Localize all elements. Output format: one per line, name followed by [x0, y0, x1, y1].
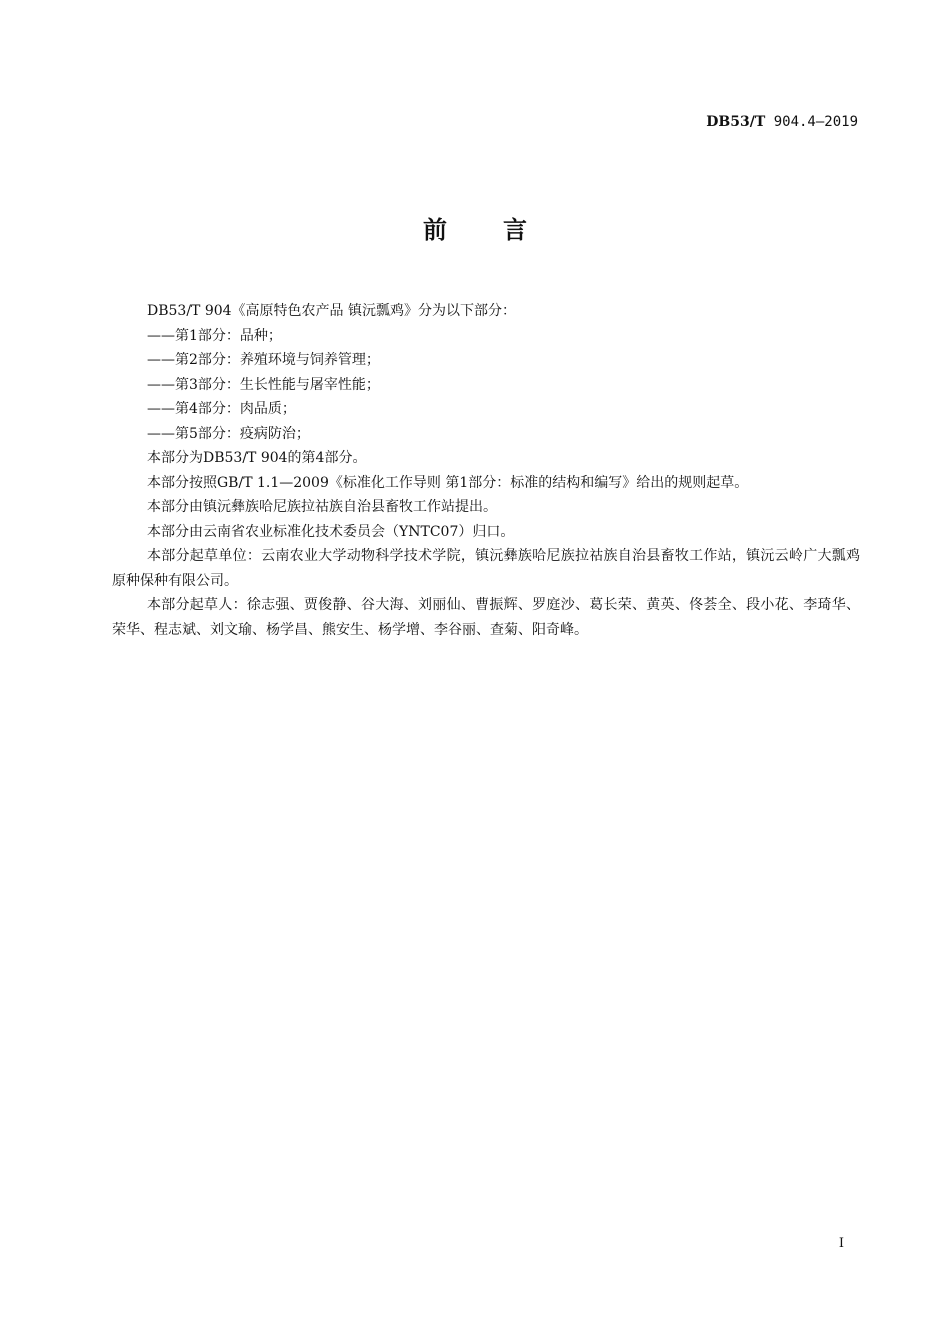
standard-code-number: 904.4—2019 — [765, 114, 858, 130]
paragraph-part-4: ——第4部分：肉品质； — [147, 401, 296, 417]
paragraph-committee: 本部分由云南省农业标准化技术委员会（YNTC07）归口。 — [147, 523, 515, 540]
paragraph-parts-intro: DB53/T 904《高原特色农产品 镇沅瓢鸡》分为以下部分： — [147, 303, 517, 319]
foreword-body — [112, 299, 860, 642]
paragraph-drafting-rules: 本部分按照GB/T 1.1—2009《标准化工作导则 第1部分：标准的结构和编写》给出的规则起草。 — [147, 474, 749, 491]
paragraph-this-part: 本部分为DB53/T 904的第4部分。 — [147, 450, 367, 466]
standard-code — [706, 114, 858, 130]
page-number: I — [838, 1236, 844, 1251]
paragraph-drafters: 本部分起草人：徐志强、贾俊静、谷大海、刘丽仙、曹振辉、罗庭沙、葛长荣、黄英、佟荟全、段小花、李琦华、荣华、程志斌、刘文瑜、杨学昌、熊安生、杨学增、李谷丽、查菊、阳奇峰。 — [112, 597, 860, 638]
standard-code-prefix: DB53/T — [706, 114, 766, 130]
page-title: 前言 — [423, 216, 583, 244]
paragraph-part-5: ——第5部分：疫病防治； — [147, 425, 310, 442]
paragraph-part-2: ——第2部分：养殖环境与饲养管理； — [147, 352, 380, 368]
paragraph-part-1: ——第1部分：品种； — [147, 327, 282, 344]
paragraph-part-3: ——第3部分：生长性能与屠宰性能； — [147, 376, 380, 393]
paragraph-drafting-units: 本部分起草单位：云南农业大学动物科学技术学院，镇沅彝族哈尼族拉祜族自治县畜牧工作站，镇沅云岭广大瓢鸡原种保种有限公司。 — [112, 548, 860, 589]
paragraph-proposer: 本部分由镇沅彝族哈尼族拉祜族自治县畜牧工作站提出。 — [147, 499, 497, 515]
